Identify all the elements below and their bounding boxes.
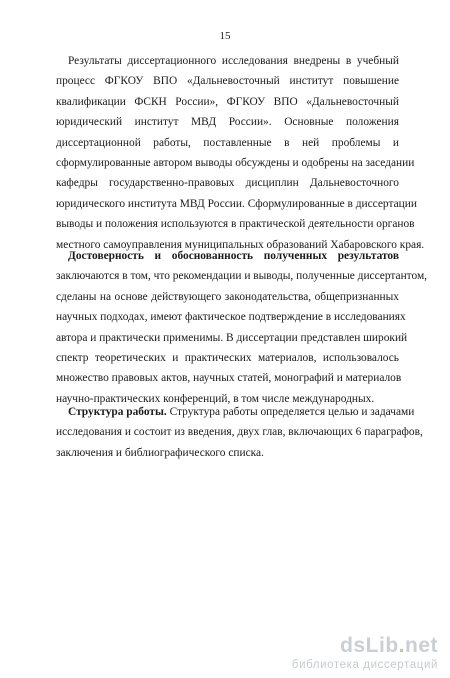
paragraph-heading: Достоверность и обоснованность полученных результатов [68, 250, 399, 262]
text-fragment: Структура работы определяется целью и задачами [166, 406, 415, 418]
paragraph-structure [56, 402, 423, 463]
paragraph-reliability [56, 246, 428, 409]
text-line [56, 402, 415, 422]
text-line: квалификации ФСКН России», ФГКОУ ВПО «Дальневосточный [56, 95, 399, 108]
text-line: Результаты диссертационного исследования внедрены в учебный [68, 55, 399, 67]
paragraph-heading: Структура работы. [68, 406, 167, 418]
text-line: юридический институт МВД России». Основные положения [56, 116, 399, 129]
text-line: научных подходах, имеют фактическое подтверждение в исследованиях [56, 311, 406, 324]
text-line: множество правовых актов, научных статей, монографий и материалов [56, 372, 402, 385]
text-line [56, 246, 399, 266]
text-line: юридического института МВД России. Сформулированные в диссертации [56, 197, 417, 210]
watermark [292, 634, 438, 672]
text-line: местного самоуправления муниципальных образований Хабаровского края. [56, 238, 425, 251]
text-line: заключения и библиографического списка. [56, 446, 264, 459]
watermark-subtitle: библиотека диссертаций [291, 659, 438, 671]
watermark-logo: dsLib.net [340, 634, 438, 657]
text-line: выводы и положения используются в практической деятельности органов [56, 218, 415, 231]
text-line: процесс ФГКОУ ВПО «Дальневосточный институт повышение [56, 75, 399, 88]
text-line: научно-практических конференций, в том числе международных. [56, 392, 375, 405]
paragraph-implementation [56, 51, 425, 255]
text-line: сделаны на основе действующего законодательства, общепризнанных [56, 290, 399, 303]
text-line: заключаются в том, что рекомендации и выводы, полученные диссертантом, [56, 270, 428, 283]
page-number: 15 [219, 30, 231, 42]
text-line: сформулированные автором выводы обсуждены и одобрены на заседании [56, 156, 415, 169]
text-line: автора и практически применимы. В диссертации представлен широкий [56, 331, 408, 344]
text-line: исследования и состоит из введения, двух глав, включающих 6 параграфов, [56, 426, 423, 439]
text-line: спектр теоретических и практических материалов, использовалось [56, 351, 399, 364]
text-line: диссертационной работы, поставленные в ней проблемы и [56, 136, 399, 149]
text-line: кафедры государственно-правовых дисциплин Дальневосточного [56, 177, 399, 190]
